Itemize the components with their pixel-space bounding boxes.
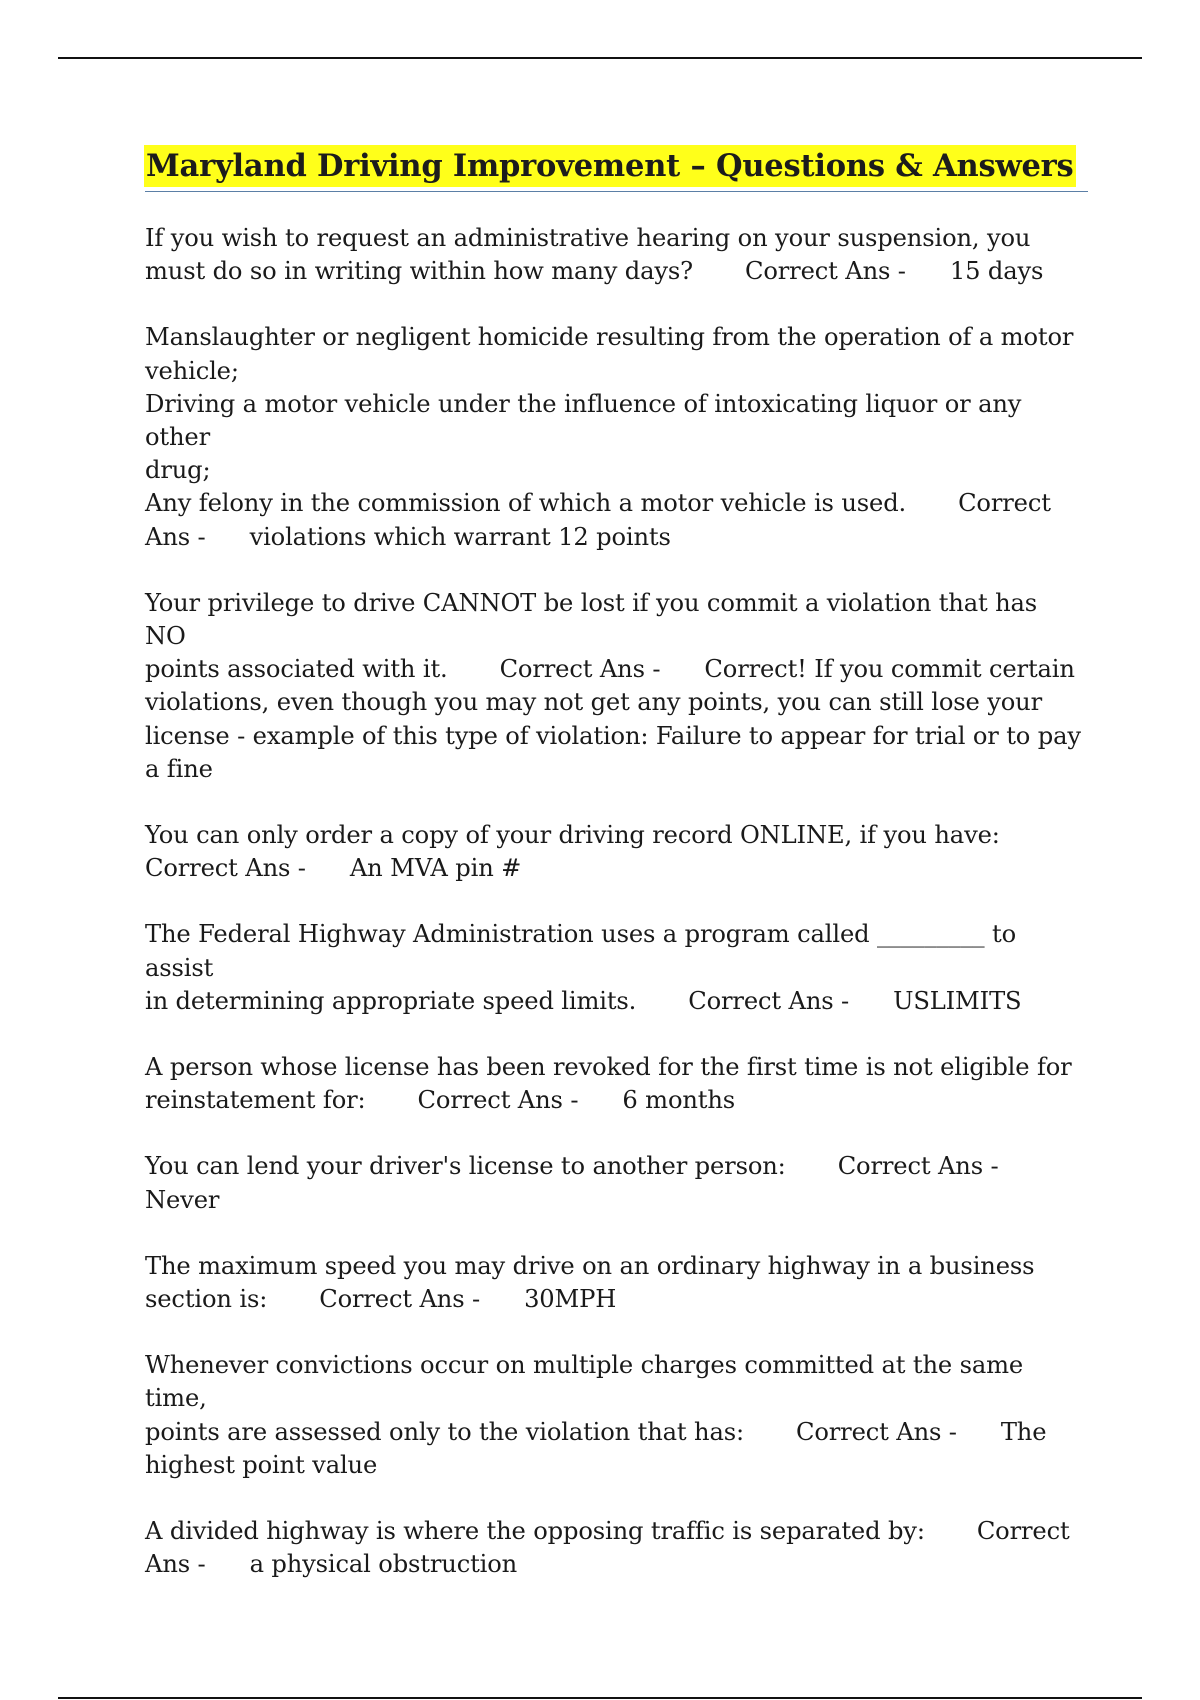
question-text: Whenever convictions occur on multiple charges committed at the same time,	[145, 1351, 1024, 1413]
qa-item	[145, 1150, 1085, 1216]
answer-label: Correct Ans -	[417, 1086, 579, 1115]
question-text: vehicle;	[145, 356, 239, 385]
qa-item	[145, 1349, 1085, 1482]
question-text: You can lend your driver's license to another person:	[145, 1152, 786, 1181]
answer-text: USLIMITS	[893, 986, 1022, 1015]
question-text: Manslaughter or negligent homicide resulting from the operation of a motor	[145, 323, 1074, 352]
answer-label: Correct Ans -	[319, 1285, 481, 1314]
question-text: If you wish to request an administrative hearing on your suspension, you	[145, 224, 1031, 252]
question-text: section is:	[145, 1285, 268, 1314]
question-text: in determining appropriate speed limits.	[145, 986, 637, 1015]
answer-text: violations which warrant 12 points	[249, 522, 671, 551]
answer-label: Correct Ans -	[145, 854, 306, 883]
qa-list	[145, 222, 1085, 1582]
question-text: Your privilege to drive CANNOT be lost if you commit a violation that has NO	[145, 588, 1038, 651]
question-text: Any felony in the commission of which a motor vehicle is used.	[145, 489, 907, 518]
answer-label: Correct Ans -	[145, 489, 1051, 551]
answer-text: a physical obstruction	[249, 1550, 518, 1579]
qa-item	[145, 1051, 1085, 1117]
qa-item	[145, 321, 1085, 553]
qa-item	[145, 918, 1085, 1018]
answer-text: 6 months	[622, 1086, 736, 1115]
answer-text: 15 days	[949, 257, 1044, 286]
answer-text: An MVA pin #	[349, 854, 522, 883]
document-body	[145, 145, 1085, 1615]
question-text: The Federal Highway Administration uses a program called _________ to assist	[145, 920, 1016, 982]
title-block	[145, 145, 1088, 192]
answer-text: Correct! If you commit certain violations, even though you may not get any points, you can still lose your license - example of this type of violation: Failure to appear for trial or to pay a fine	[145, 655, 1081, 783]
question-text: drug;	[145, 456, 211, 485]
question-text: points associated with it.	[145, 655, 448, 684]
question-text: reinstatement for:	[145, 1086, 366, 1115]
answer-text: 30MPH	[524, 1285, 617, 1314]
question-text: points are assessed only to the violation that has:	[145, 1417, 744, 1446]
qa-item	[145, 1515, 1085, 1581]
question-text: Driving a motor vehicle under the influence of intoxicating liquor or any other	[145, 389, 1022, 452]
answer-label: Correct Ans -	[795, 1417, 957, 1446]
answer-label: Correct Ans -	[499, 655, 661, 684]
question-text: A person whose license has been revoked for the first time is not eligible for	[145, 1053, 1072, 1082]
qa-item	[145, 587, 1085, 786]
answer-label: Correct Ans -	[688, 986, 850, 1015]
question-text: A divided highway is where the opposing traffic is separated by:	[145, 1517, 925, 1546]
qa-item	[145, 222, 1085, 288]
answer-text: Never	[145, 1185, 220, 1214]
qa-item	[145, 819, 1085, 885]
page-title: Maryland Driving Improvement – Questions & Answers	[144, 145, 1076, 187]
answer-text: The highest point value	[145, 1417, 1047, 1479]
question-text: You can only order a copy of your driving record ONLINE, if you have:	[145, 821, 1000, 850]
answer-label: Correct Ans -	[145, 1517, 1070, 1579]
header-rule	[58, 57, 1142, 59]
answer-label: Correct Ans -	[837, 1152, 999, 1181]
qa-item	[145, 1250, 1085, 1316]
question-text: The maximum speed you may drive on an ordinary highway in a business	[145, 1251, 1035, 1280]
answer-label: Correct Ans -	[745, 257, 906, 286]
footer-rule	[58, 1697, 1142, 1699]
question-text: must do so in writing within how many days?	[145, 257, 693, 286]
